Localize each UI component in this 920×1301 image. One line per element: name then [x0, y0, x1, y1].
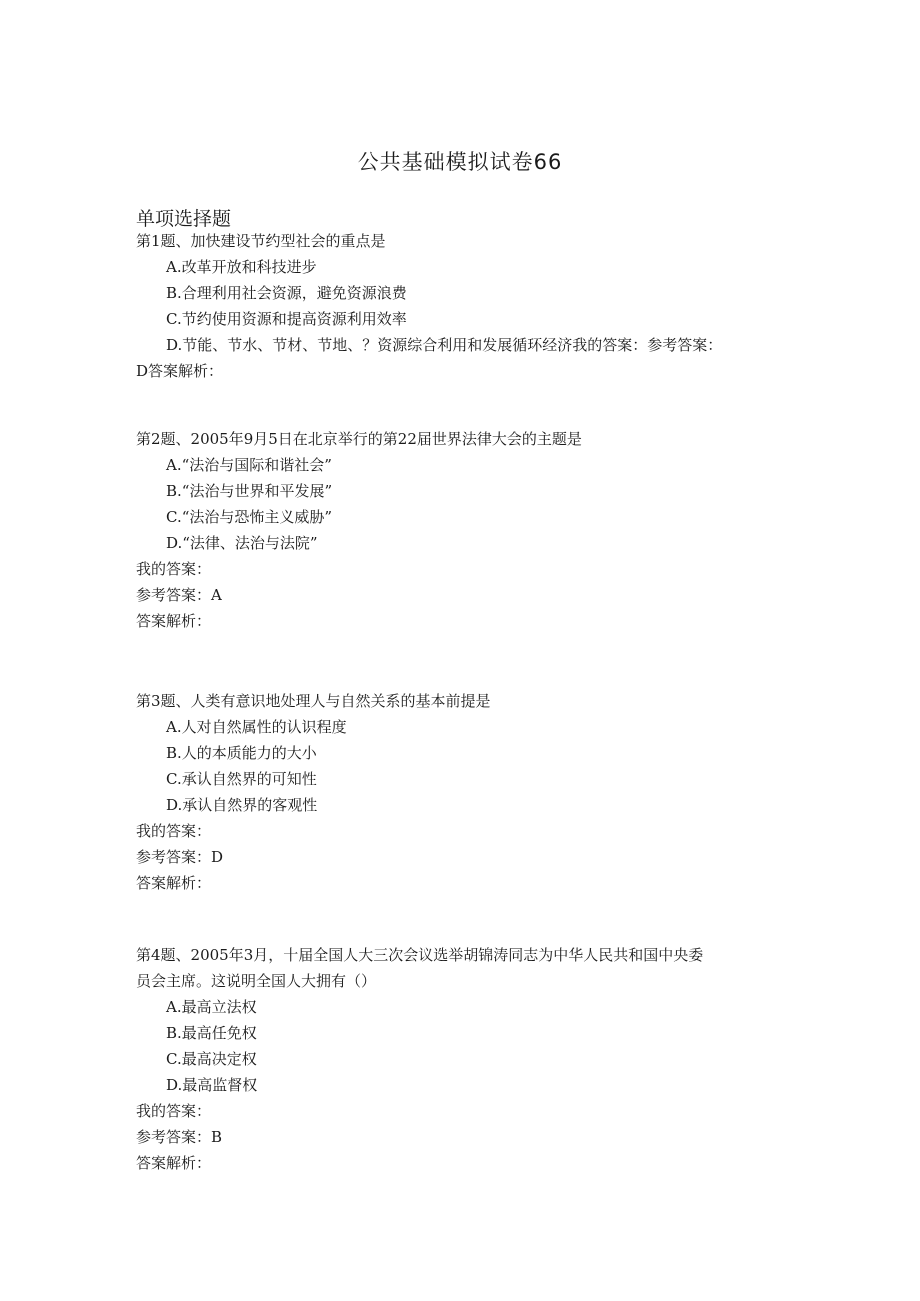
option-c: C.“法治与恐怖主义威胁” — [166, 508, 333, 526]
answer-analysis: 答案解析： — [136, 874, 212, 892]
question-stem: 第2题、2005年9月5日在北京举行的第22届世界法律大会的主题是 — [136, 430, 582, 448]
question-stem: 第1题、加快建设节约型社会的重点是 — [136, 232, 386, 250]
question-3 — [136, 688, 796, 896]
option-b: B.最高任免权 — [166, 1024, 257, 1042]
page-title: 公共基础模拟试卷66 — [357, 150, 563, 174]
section-heading: 单项选择题 — [136, 208, 232, 230]
my-answer: 我的答案： — [136, 822, 212, 840]
question-stem: 第4题、2005年3月，十届全国人大三次会议选举胡锦涛同志为中华人民共和国中央委 — [136, 946, 704, 964]
option-b: B.人的本质能力的大小 — [166, 744, 317, 762]
option-c: C.节约使用资源和提高资源利用效率 — [166, 310, 407, 328]
option-d: D.承认自然界的客观性 — [166, 796, 318, 814]
option-d: D.节能、节水、节材、节地、？资源综合利用和发展循环经济我的答案：参考答案： — [166, 336, 723, 354]
option-b: B.“法治与世界和平发展” — [166, 482, 333, 500]
option-a: A.改革开放和科技进步 — [166, 258, 317, 276]
question-stem-continued: 员会主席。这说明全国人大拥有（） — [136, 972, 377, 990]
answer-analysis: 答案解析： — [136, 612, 212, 630]
answer-analysis: 答案解析： — [136, 1154, 212, 1172]
my-answer: 我的答案： — [136, 1102, 212, 1120]
question-2 — [136, 426, 796, 634]
option-a: A.最高立法权 — [166, 998, 257, 1016]
reference-answer: 参考答案：A — [136, 586, 222, 604]
question-4 — [136, 942, 796, 1176]
reference-answer: 参考答案：B — [136, 1128, 223, 1146]
option-a: A.人对自然属性的认识程度 — [166, 718, 347, 736]
option-d: D.“法律、法治与法院” — [166, 534, 318, 552]
reference-answer: 参考答案：D — [136, 848, 224, 866]
option-c: C.最高决定权 — [166, 1050, 257, 1068]
option-d: D.最高监督权 — [166, 1076, 258, 1094]
question-1 — [136, 228, 796, 384]
answer-analysis: D答案解析： — [136, 362, 224, 380]
option-b: B.合理利用社会资源，避免资源浪费 — [166, 284, 407, 302]
option-c: C.承认自然界的可知性 — [166, 770, 317, 788]
question-stem: 第3题、人类有意识地处理人与自然关系的基本前提是 — [136, 692, 491, 710]
my-answer: 我的答案： — [136, 560, 212, 578]
option-a: A.“法治与国际和谐社会” — [166, 456, 332, 474]
